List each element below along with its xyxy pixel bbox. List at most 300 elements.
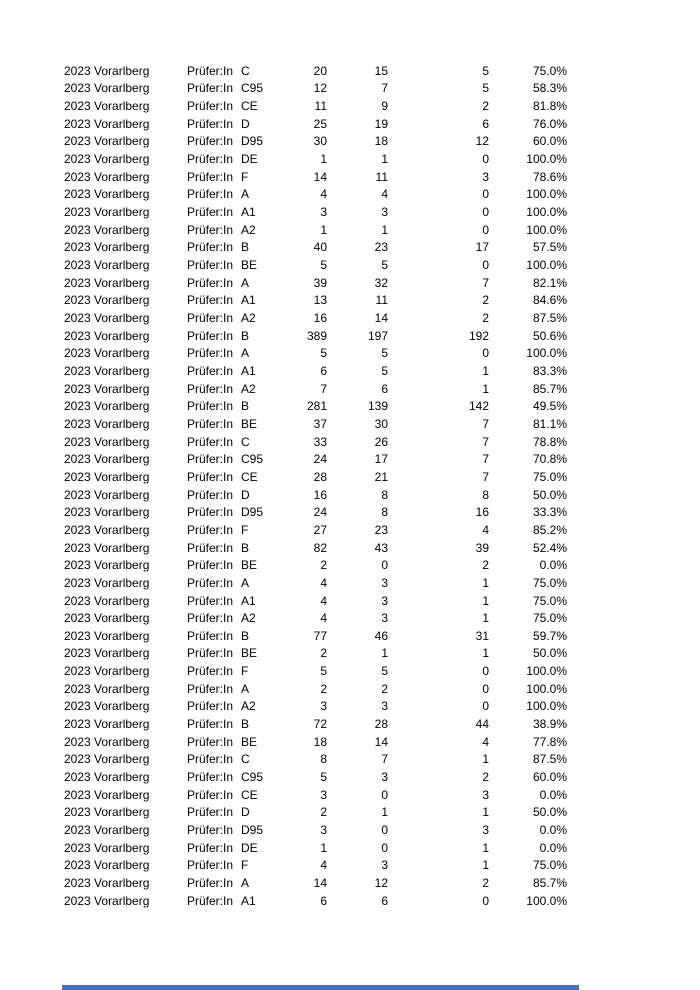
year-region-cell: 2023 Vorarlberg (64, 134, 150, 149)
examiner-cell: Prüfer:In (187, 469, 234, 484)
licence-class-cell: D95 (241, 134, 264, 149)
table-row (64, 186, 567, 204)
table-row (64, 503, 567, 521)
year-region-cell: 2023 Vorarlberg (64, 876, 150, 891)
total-exams-cell: 5 (320, 770, 327, 785)
examiner-cell: Prüfer:In (187, 222, 234, 237)
pass-rate-cell: 84.6% (532, 293, 567, 308)
failed-cell: 2 (482, 770, 489, 785)
year-region-cell: 2023 Vorarlberg (64, 311, 150, 326)
total-exams-cell: 4 (320, 611, 327, 626)
licence-class-cell: B (241, 717, 250, 732)
total-exams-cell: 2 (320, 805, 327, 820)
year-region-cell: 2023 Vorarlberg (64, 328, 150, 343)
table-row (64, 292, 567, 310)
pass-rate-cell: 100.0% (526, 205, 567, 220)
year-region-cell: 2023 Vorarlberg (64, 805, 150, 820)
examiner-cell: Prüfer:In (187, 787, 234, 802)
total-exams-cell: 5 (320, 346, 327, 361)
pass-rate-cell: 87.5% (532, 311, 567, 326)
failed-cell: 7 (482, 416, 489, 431)
year-region-cell: 2023 Vorarlberg (64, 593, 150, 608)
passed-cell: 1 (381, 646, 388, 661)
year-region-cell: 2023 Vorarlberg (64, 752, 150, 767)
licence-class-cell: C95 (241, 452, 264, 467)
year-region-cell: 2023 Vorarlberg (64, 770, 150, 785)
total-exams-cell: 4 (320, 593, 327, 608)
licence-class-cell: F (241, 664, 249, 679)
failed-cell: 4 (482, 734, 489, 749)
pass-rate-cell: 100.0% (526, 893, 567, 908)
examiner-cell: Prüfer:In (187, 152, 234, 167)
licence-class-cell: F (241, 522, 249, 537)
pass-rate-cell: 83.3% (532, 363, 567, 378)
total-exams-cell: 18 (313, 734, 327, 749)
year-region-cell: 2023 Vorarlberg (64, 787, 150, 802)
failed-cell: 5 (482, 81, 489, 96)
total-exams-cell: 27 (313, 522, 327, 537)
failed-cell: 1 (482, 646, 489, 661)
total-exams-cell: 39 (313, 275, 327, 290)
year-region-cell: 2023 Vorarlberg (64, 575, 150, 590)
examiner-cell: Prüfer:In (187, 63, 234, 78)
passed-cell: 28 (374, 717, 388, 732)
total-exams-cell: 1 (320, 152, 327, 167)
total-exams-cell: 4 (320, 575, 327, 590)
table-row (64, 857, 567, 875)
year-region-cell: 2023 Vorarlberg (64, 169, 150, 184)
pass-rate-cell: 75.0% (532, 858, 567, 873)
licence-class-cell: A1 (241, 893, 256, 908)
licence-class-cell: B (241, 540, 250, 555)
pass-rate-cell: 100.0% (526, 664, 567, 679)
pass-rate-cell: 57.5% (532, 240, 567, 255)
year-region-cell: 2023 Vorarlberg (64, 734, 150, 749)
total-exams-cell: 12 (313, 81, 327, 96)
examiner-cell: Prüfer:In (187, 416, 234, 431)
table-row (64, 97, 567, 115)
failed-cell: 1 (482, 752, 489, 767)
year-region-cell: 2023 Vorarlberg (64, 363, 150, 378)
pass-rate-cell: 77.8% (532, 734, 567, 749)
total-exams-cell: 2 (320, 646, 327, 661)
licence-class-cell: A1 (241, 593, 256, 608)
failed-cell: 1 (482, 593, 489, 608)
year-region-cell: 2023 Vorarlberg (64, 664, 150, 679)
licence-class-cell: B (241, 628, 250, 643)
pass-rate-cell: 50.6% (532, 328, 567, 343)
passed-cell: 3 (381, 593, 388, 608)
table-row (64, 627, 567, 645)
year-region-cell: 2023 Vorarlberg (64, 452, 150, 467)
examiner-cell: Prüfer:In (187, 681, 234, 696)
examiner-cell: Prüfer:In (187, 840, 234, 855)
year-region-cell: 2023 Vorarlberg (64, 416, 150, 431)
total-exams-cell: 72 (313, 717, 327, 732)
table-row (64, 115, 567, 133)
passed-cell: 43 (374, 540, 388, 555)
failed-cell: 12 (475, 134, 489, 149)
year-region-cell: 2023 Vorarlberg (64, 222, 150, 237)
failed-cell: 2 (482, 293, 489, 308)
failed-cell: 7 (482, 275, 489, 290)
passed-cell: 1 (381, 222, 388, 237)
table-row (64, 274, 567, 292)
pass-rate-cell: 0.0% (539, 840, 567, 855)
examiner-cell: Prüfer:In (187, 558, 234, 573)
year-region-cell: 2023 Vorarlberg (64, 699, 150, 714)
table-row (64, 397, 567, 415)
failed-cell: 0 (482, 893, 489, 908)
passed-cell: 11 (375, 293, 388, 308)
failed-cell: 0 (482, 205, 489, 220)
licence-class-cell: C95 (241, 770, 264, 785)
licence-class-cell: A2 (241, 699, 256, 714)
passed-cell: 14 (374, 311, 388, 326)
passed-cell: 3 (381, 699, 388, 714)
passed-cell: 32 (374, 275, 388, 290)
failed-cell: 0 (482, 664, 489, 679)
table-row (64, 168, 567, 186)
pass-rate-cell: 82.1% (532, 275, 567, 290)
examiner-cell: Prüfer:In (187, 593, 234, 608)
table-row (64, 433, 567, 451)
passed-cell: 0 (381, 823, 388, 838)
failed-cell: 16 (475, 505, 489, 520)
total-exams-cell: 2 (320, 681, 327, 696)
pass-rate-cell: 75.0% (532, 611, 567, 626)
year-region-cell: 2023 Vorarlberg (64, 505, 150, 520)
licence-class-cell: A2 (241, 222, 256, 237)
year-region-cell: 2023 Vorarlberg (64, 346, 150, 361)
failed-cell: 1 (482, 858, 489, 873)
table-row (64, 609, 567, 627)
licence-class-cell: D (241, 116, 250, 131)
table-row (64, 415, 567, 433)
year-region-cell: 2023 Vorarlberg (64, 840, 150, 855)
total-exams-cell: 3 (320, 699, 327, 714)
total-exams-cell: 3 (320, 205, 327, 220)
passed-cell: 3 (381, 575, 388, 590)
total-exams-cell: 1 (320, 222, 327, 237)
licence-class-cell: C (241, 434, 250, 449)
pass-rate-cell: 100.0% (526, 699, 567, 714)
passed-cell: 23 (374, 240, 388, 255)
examiner-cell: Prüfer:In (187, 311, 234, 326)
examiner-cell: Prüfer:In (187, 187, 234, 202)
table-row (64, 698, 567, 716)
year-region-cell: 2023 Vorarlberg (64, 258, 150, 273)
pass-rate-cell: 50.0% (532, 646, 567, 661)
failed-cell: 0 (482, 699, 489, 714)
failed-cell: 7 (482, 469, 489, 484)
failed-cell: 2 (482, 99, 489, 114)
examiner-cell: Prüfer:In (187, 717, 234, 732)
examiner-cell: Prüfer:In (187, 770, 234, 785)
total-exams-cell: 40 (313, 240, 327, 255)
examiner-cell: Prüfer:In (187, 893, 234, 908)
total-exams-cell: 3 (320, 787, 327, 802)
passed-cell: 3 (381, 770, 388, 785)
examiner-cell: Prüfer:In (187, 205, 234, 220)
table-row (64, 839, 567, 857)
passed-cell: 7 (381, 752, 388, 767)
table-row (64, 786, 567, 804)
pass-rate-cell: 81.8% (532, 99, 567, 114)
total-exams-cell: 6 (320, 893, 327, 908)
examiner-cell: Prüfer:In (187, 752, 234, 767)
failed-cell: 39 (475, 540, 489, 555)
licence-class-cell: CE (241, 469, 258, 484)
total-exams-cell: 5 (320, 258, 327, 273)
failed-cell: 0 (482, 222, 489, 237)
total-exams-cell: 24 (313, 505, 327, 520)
examiner-cell: Prüfer:In (187, 823, 234, 838)
pass-rate-cell: 49.5% (532, 399, 567, 414)
pass-rate-cell: 50.0% (532, 805, 567, 820)
passed-cell: 197 (367, 328, 388, 343)
passed-cell: 9 (381, 99, 388, 114)
examiner-cell: Prüfer:In (187, 522, 234, 537)
year-region-cell: 2023 Vorarlberg (64, 681, 150, 696)
pass-rate-cell: 100.0% (526, 681, 567, 696)
table-row (64, 751, 567, 769)
passed-cell: 3 (381, 205, 388, 220)
table-row (64, 486, 567, 504)
passed-cell: 8 (381, 505, 388, 520)
failed-cell: 1 (482, 381, 489, 396)
licence-class-cell: D95 (241, 823, 264, 838)
pass-rate-cell: 75.0% (532, 575, 567, 590)
failed-cell: 3 (482, 169, 489, 184)
year-region-cell: 2023 Vorarlberg (64, 205, 150, 220)
examiner-cell: Prüfer:In (187, 487, 234, 502)
pass-rate-cell: 60.0% (532, 770, 567, 785)
licence-class-cell: F (241, 858, 249, 873)
examiner-cell: Prüfer:In (187, 240, 234, 255)
table-row (64, 133, 567, 151)
passed-cell: 5 (381, 346, 388, 361)
year-region-cell: 2023 Vorarlberg (64, 858, 150, 873)
pass-rate-cell: 85.7% (532, 381, 567, 396)
year-region-cell: 2023 Vorarlberg (64, 540, 150, 555)
table-row (64, 203, 567, 221)
total-exams-cell: 77 (313, 628, 327, 643)
year-region-cell: 2023 Vorarlberg (64, 399, 150, 414)
total-exams-cell: 2 (320, 558, 327, 573)
table-row (64, 521, 567, 539)
failed-cell: 2 (482, 311, 489, 326)
licence-class-cell: B (241, 328, 250, 343)
passed-cell: 14 (374, 734, 388, 749)
examiner-cell: Prüfer:In (187, 346, 234, 361)
year-region-cell: 2023 Vorarlberg (64, 293, 150, 308)
licence-class-cell: D95 (241, 505, 264, 520)
failed-cell: 3 (482, 823, 489, 838)
examiner-cell: Prüfer:In (187, 664, 234, 679)
examiner-cell: Prüfer:In (187, 575, 234, 590)
total-exams-cell: 30 (313, 134, 327, 149)
examiner-cell: Prüfer:In (187, 399, 234, 414)
table-row (64, 221, 567, 239)
table-row (64, 556, 567, 574)
pass-rate-cell: 100.0% (526, 346, 567, 361)
passed-cell: 8 (381, 487, 388, 502)
passed-cell: 1 (381, 805, 388, 820)
failed-cell: 7 (482, 434, 489, 449)
table-row (64, 592, 567, 610)
licence-class-cell: C (241, 63, 250, 78)
examiner-cell: Prüfer:In (187, 381, 234, 396)
passed-cell: 11 (375, 169, 388, 184)
total-exams-cell: 3 (320, 823, 327, 838)
licence-class-cell: C (241, 752, 250, 767)
pass-rate-cell: 100.0% (526, 152, 567, 167)
passed-cell: 15 (374, 63, 388, 78)
licence-class-cell: A (241, 876, 250, 891)
passed-cell: 0 (381, 840, 388, 855)
examiner-cell: Prüfer:In (187, 116, 234, 131)
failed-cell: 8 (482, 487, 489, 502)
total-exams-cell: 20 (313, 63, 327, 78)
table-row (64, 345, 567, 363)
total-exams-cell: 13 (313, 293, 327, 308)
pass-rate-cell: 85.2% (532, 522, 567, 537)
licence-class-cell: A (241, 575, 250, 590)
failed-cell: 1 (482, 805, 489, 820)
table-row (64, 680, 567, 698)
licence-class-cell: B (241, 240, 250, 255)
year-region-cell: 2023 Vorarlberg (64, 434, 150, 449)
table-row (64, 574, 567, 592)
table-row (64, 62, 567, 80)
table-row (64, 539, 567, 557)
examiner-cell: Prüfer:In (187, 805, 234, 820)
failed-cell: 1 (482, 575, 489, 590)
pass-rate-cell: 75.0% (532, 469, 567, 484)
pass-rate-cell: 78.8% (532, 434, 567, 449)
year-region-cell: 2023 Vorarlberg (64, 558, 150, 573)
total-exams-cell: 4 (320, 187, 327, 202)
year-region-cell: 2023 Vorarlberg (64, 152, 150, 167)
table-row (64, 645, 567, 663)
year-region-cell: 2023 Vorarlberg (64, 63, 150, 78)
total-exams-cell: 5 (320, 664, 327, 679)
failed-cell: 31 (475, 628, 489, 643)
passed-cell: 21 (374, 469, 388, 484)
examiner-cell: Prüfer:In (187, 734, 234, 749)
passed-cell: 0 (381, 558, 388, 573)
total-exams-cell: 14 (313, 876, 327, 891)
licence-class-cell: BE (241, 416, 258, 431)
failed-cell: 192 (468, 328, 489, 343)
pass-rate-cell: 33.3% (532, 505, 567, 520)
licence-class-cell: A2 (241, 381, 256, 396)
licence-class-cell: A2 (241, 311, 256, 326)
failed-cell: 44 (475, 717, 489, 732)
table-row (64, 239, 567, 257)
total-exams-cell: 389 (306, 328, 327, 343)
pass-rate-cell: 0.0% (539, 787, 567, 802)
total-exams-cell: 16 (313, 311, 327, 326)
examiner-cell: Prüfer:In (187, 628, 234, 643)
licence-class-cell: A (241, 346, 250, 361)
pass-rate-cell: 50.0% (532, 487, 567, 502)
year-region-cell: 2023 Vorarlberg (64, 487, 150, 502)
total-exams-cell: 281 (306, 399, 327, 414)
year-region-cell: 2023 Vorarlberg (64, 240, 150, 255)
passed-cell: 0 (381, 787, 388, 802)
year-region-cell: 2023 Vorarlberg (64, 381, 150, 396)
table-row (64, 327, 567, 345)
passed-cell: 6 (381, 381, 388, 396)
pass-rate-cell: 85.7% (532, 876, 567, 891)
examiner-cell: Prüfer:In (187, 452, 234, 467)
pass-rate-cell: 58.3% (532, 81, 567, 96)
passed-cell: 5 (381, 664, 388, 679)
year-region-cell: 2023 Vorarlberg (64, 646, 150, 661)
failed-cell: 0 (482, 258, 489, 273)
pass-rate-cell: 52.4% (532, 540, 567, 555)
licence-class-cell: CE (241, 99, 258, 114)
licence-class-cell: CE (241, 787, 258, 802)
examiner-cell: Prüfer:In (187, 434, 234, 449)
total-exams-cell: 28 (313, 469, 327, 484)
passed-cell: 2 (381, 681, 388, 696)
year-region-cell: 2023 Vorarlberg (64, 469, 150, 484)
highlight-bar (62, 985, 579, 990)
pass-rate-cell: 87.5% (532, 752, 567, 767)
passed-cell: 19 (374, 116, 388, 131)
year-region-cell: 2023 Vorarlberg (64, 275, 150, 290)
failed-cell: 2 (482, 558, 489, 573)
licence-class-cell: B (241, 399, 250, 414)
table-row (64, 380, 567, 398)
passed-cell: 1 (381, 152, 388, 167)
passed-cell: 46 (374, 628, 388, 643)
examiner-cell: Prüfer:In (187, 293, 234, 308)
passed-cell: 4 (381, 187, 388, 202)
total-exams-cell: 82 (313, 540, 327, 555)
failed-cell: 0 (482, 152, 489, 167)
pass-rate-cell: 75.0% (532, 593, 567, 608)
failed-cell: 6 (482, 116, 489, 131)
year-region-cell: 2023 Vorarlberg (64, 187, 150, 202)
table-row (64, 256, 567, 274)
passed-cell: 30 (374, 416, 388, 431)
pass-rate-cell: 60.0% (532, 134, 567, 149)
examiner-cell: Prüfer:In (187, 699, 234, 714)
passed-cell: 12 (374, 876, 388, 891)
examiner-cell: Prüfer:In (187, 540, 234, 555)
examiner-cell: Prüfer:In (187, 134, 234, 149)
failed-cell: 0 (482, 187, 489, 202)
total-exams-cell: 37 (313, 416, 327, 431)
passed-cell: 18 (374, 134, 388, 149)
table-row (64, 821, 567, 839)
licence-class-cell: A1 (241, 293, 256, 308)
licence-class-cell: DE (241, 152, 258, 167)
licence-class-cell: C95 (241, 81, 264, 96)
failed-cell: 1 (482, 840, 489, 855)
passed-cell: 3 (381, 611, 388, 626)
licence-class-cell: A1 (241, 205, 256, 220)
year-region-cell: 2023 Vorarlberg (64, 81, 150, 96)
pass-rate-cell: 78.6% (532, 169, 567, 184)
examiner-cell: Prüfer:In (187, 876, 234, 891)
pass-rate-cell: 0.0% (539, 823, 567, 838)
year-region-cell: 2023 Vorarlberg (64, 99, 150, 114)
